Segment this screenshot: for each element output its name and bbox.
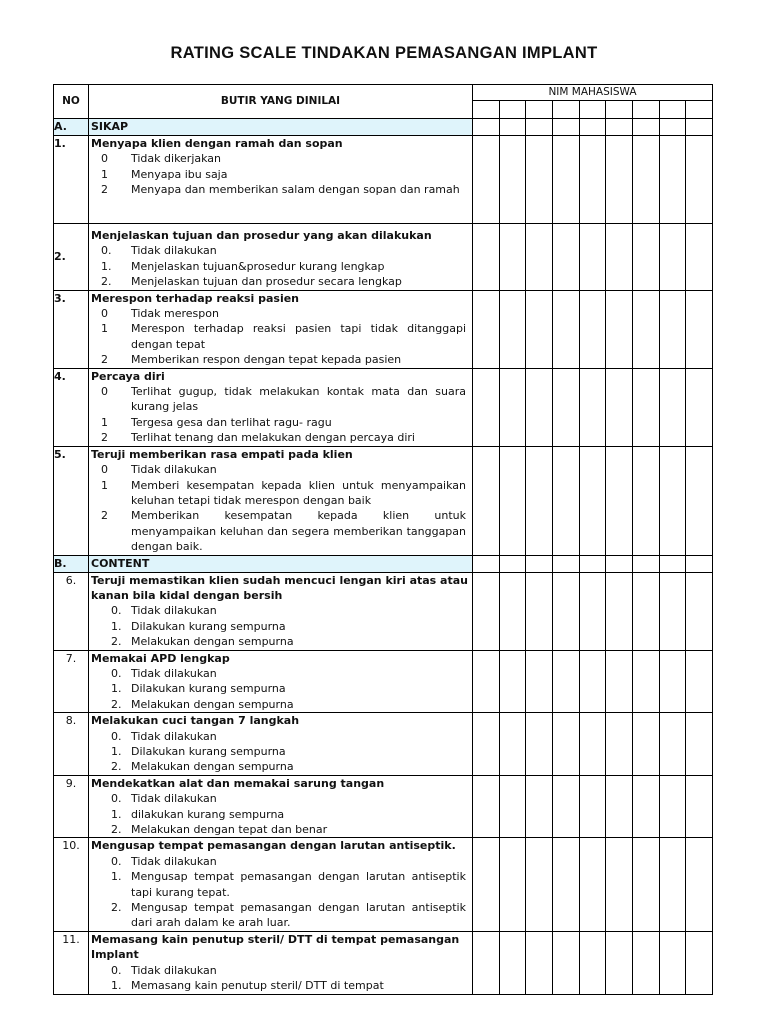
score-cell[interactable] [632,368,659,446]
score-cell[interactable] [579,775,606,838]
item-number: 6. [54,572,89,650]
item-question: Memasang kain penutup steril/ DTT di tempat pemasangan Implant [91,932,460,962]
score-cell[interactable] [606,119,633,136]
option-line [89,462,466,477]
page-title: RATING SCALE TINDAKAN PEMASANGAN IMPLANT [170,44,598,62]
option-score: 1. [111,870,122,884]
score-cell[interactable] [632,555,659,572]
option-text: Tidak dilakukan [131,854,217,868]
score-cell[interactable] [526,775,553,838]
option-text: Menjelaskan tujuan dan prosedur secara lengkap [131,275,402,289]
score-cell[interactable] [606,713,633,776]
option-score: 0 [101,463,108,477]
option-line [89,151,466,166]
option-text: Terlihat gugup, tidak melakukan kontak mata dan suara kurang jelas [131,385,466,414]
item-number: 8. [54,713,89,776]
option-text: Melakukan dengan sempurna [131,635,294,649]
score-cell[interactable] [686,224,713,291]
option-line [89,259,466,274]
score-cell[interactable] [526,446,553,555]
option-score: 1 [101,415,108,429]
score-cell[interactable] [499,775,526,838]
score-cell[interactable] [686,555,713,572]
item-description [89,713,473,776]
option-text: Tidak dilakukan [131,244,217,258]
option-text: Dilakukan kurang sempurna [131,682,286,696]
item-number: 3. [54,290,89,368]
score-cell[interactable] [579,119,606,136]
item-row [54,290,713,368]
option-score: 1 [101,322,108,336]
item-question: Teruji memberikan rasa empati pada klien [91,447,353,461]
item-question: Percaya diri [91,369,165,383]
option-score: 0 [101,385,108,399]
score-cell[interactable] [659,290,686,368]
score-cell[interactable] [632,572,659,650]
score-cell[interactable] [686,368,713,446]
score-cell[interactable] [526,290,553,368]
option-text: Tidak dilakukan [131,963,217,977]
option-line [89,744,466,759]
score-cell[interactable] [632,931,659,994]
score-cell[interactable] [499,838,526,931]
option-line [89,666,466,681]
option-score: 0. [101,244,112,258]
score-cell[interactable] [659,713,686,776]
option-score: 0. [111,792,122,806]
option-text: Dilakukan kurang sempurna [131,619,286,633]
item-row [54,572,713,650]
score-cell[interactable] [473,136,500,224]
item-description [89,136,473,224]
score-cell[interactable] [499,368,526,446]
score-cell[interactable] [606,572,633,650]
score-cell[interactable] [526,119,553,136]
option-score: 0. [111,854,122,868]
score-cell[interactable] [579,136,606,224]
option-line [89,978,466,993]
score-cell[interactable] [526,838,553,931]
option-text: Merespon terhadap reaksi pasien tapi tidak ditanggapi dengan tepat [131,322,466,351]
item-number: 7. [54,650,89,713]
item-row [54,650,713,713]
option-score: 2. [111,697,122,711]
item-number: 1. [54,136,89,224]
item-options [89,854,472,931]
item-options [89,963,472,994]
score-cell[interactable] [659,572,686,650]
item-question: Merespon terhadap reaksi pasien [91,291,300,305]
item-number: 9. [54,775,89,838]
item-row [54,838,713,931]
item-description [89,931,473,994]
score-cell[interactable] [686,136,713,224]
item-description [89,838,473,931]
option-score: 2 [101,431,108,445]
item-description [89,572,473,650]
section-row-b [54,555,713,572]
option-line [89,167,466,182]
option-line [89,963,466,978]
option-text: Tidak dilakukan [131,463,217,477]
option-score: 0 [101,152,108,166]
option-score: 1. [111,807,122,821]
item-question: Menyapa klien dengan ramah dan sopan [91,137,343,150]
header-butir: BUTIR YANG DINILAI [89,85,473,119]
item-row [54,931,713,994]
score-cell[interactable] [659,119,686,136]
score-cell[interactable] [499,650,526,713]
option-score: 1. [111,745,122,758]
item-options [89,729,472,775]
option-text: Tidak dilakukan [131,792,217,806]
option-line [89,430,466,445]
option-score: 2 [101,353,108,367]
option-line [89,634,466,649]
item-row [54,368,713,446]
option-text: Dilakukan kurang sempurna [131,745,286,758]
option-score: 2. [111,635,122,649]
item-row [54,775,713,838]
score-cell[interactable] [499,290,526,368]
option-line [89,306,466,321]
option-score: 2. [111,901,122,915]
option-score: 2. [101,275,112,289]
option-line [89,182,466,197]
item-question: Mendekatkan alat dan memakai sarung tangan [91,776,385,790]
score-cell[interactable] [579,572,606,650]
score-cell[interactable] [632,838,659,931]
option-line [89,384,466,415]
score-cell[interactable] [473,446,500,555]
item-options [89,151,472,197]
score-cell[interactable] [552,555,579,572]
score-cell[interactable] [552,368,579,446]
score-cell[interactable] [606,650,633,713]
item-number: 2. [54,224,89,291]
option-line [89,807,466,822]
option-score: 0 [101,307,108,321]
score-cell[interactable] [473,224,500,291]
rating-table [53,84,713,995]
option-line [89,854,466,869]
score-cell[interactable] [579,713,606,776]
option-line [89,478,466,509]
score-cell[interactable] [606,775,633,838]
score-cell[interactable] [552,775,579,838]
item-row [54,713,713,776]
score-cell[interactable] [606,838,633,931]
score-cell[interactable] [552,119,579,136]
score-cell[interactable] [659,838,686,931]
item-number: 4. [54,368,89,446]
score-cell[interactable] [659,555,686,572]
score-cell[interactable] [473,931,500,994]
option-score: 1. [111,682,122,696]
score-cell[interactable] [686,775,713,838]
option-line [89,508,466,554]
score-cell[interactable] [579,931,606,994]
score-cell[interactable] [606,446,633,555]
item-question: Teruji memastikan klien sudah mencuci lengan kiri atas atau kanan bila kidal dengan bersih [91,573,468,602]
option-score: 2 [101,509,108,523]
option-line [89,603,466,618]
item-description [89,775,473,838]
score-cell[interactable] [659,446,686,555]
section-no: B. [54,555,89,572]
score-cell[interactable] [686,713,713,776]
option-text: Tidak dilakukan [131,666,217,680]
score-cell[interactable] [659,368,686,446]
header-nim-label: NIM MAHASISWA [473,85,712,101]
section-label: CONTENT [89,555,473,572]
item-number: 10. [54,838,89,931]
option-text: Mengusap tempat pemasangan dengan larutan antiseptik dari arah dalam ke arah luar. [131,901,466,930]
score-cell[interactable] [659,136,686,224]
option-text: Menyapa ibu saja [131,167,228,181]
score-cell[interactable] [499,713,526,776]
item-number: 5. [54,446,89,555]
score-cell[interactable] [526,136,553,224]
score-cell[interactable] [579,446,606,555]
score-cell[interactable] [579,224,606,291]
score-cell[interactable] [552,572,579,650]
option-line [89,681,466,696]
score-cell[interactable] [526,713,553,776]
item-options [89,791,472,837]
score-cell[interactable] [499,931,526,994]
score-cell[interactable] [632,775,659,838]
header-nim [473,85,713,119]
option-text: Melakukan dengan sempurna [131,697,294,711]
item-description [89,290,473,368]
score-cell[interactable] [552,290,579,368]
score-cell[interactable] [473,368,500,446]
score-cell[interactable] [499,119,526,136]
score-cell[interactable] [473,290,500,368]
score-cell[interactable] [579,838,606,931]
option-score: 1 [101,478,108,492]
score-cell[interactable] [632,119,659,136]
option-text: Menyapa dan memberikan salam dengan sopan dan ramah [131,183,460,197]
score-cell[interactable] [606,224,633,291]
score-cell[interactable] [632,136,659,224]
option-text: Mengusap tempat pemasangan dengan larutan antiseptik tapi kurang tepat. [131,870,466,899]
item-description [89,446,473,555]
score-cell[interactable] [526,224,553,291]
item-options [89,243,472,289]
option-text: Tidak merespon [131,307,219,321]
score-cell[interactable] [632,446,659,555]
option-score: 1. [101,259,112,273]
score-cell[interactable] [473,838,500,931]
score-cell[interactable] [552,838,579,931]
score-cell[interactable] [686,650,713,713]
score-cell[interactable] [579,368,606,446]
item-question: Memakai APD lengkap [91,651,230,665]
item-description [89,650,473,713]
item-options [89,666,472,712]
score-cell[interactable] [579,555,606,572]
nim-subcolumns [473,101,712,118]
item-description [89,368,473,446]
option-text: Terlihat tenang dan melakukan dengan percaya diri [131,431,415,445]
option-text: Melakukan dengan tepat dan benar [131,823,328,837]
item-number: 11. [54,931,89,994]
score-cell[interactable] [686,446,713,555]
score-cell[interactable] [632,290,659,368]
option-text: Tidak dilakukan [131,604,217,618]
item-row [54,446,713,555]
score-cell[interactable] [579,290,606,368]
score-cell[interactable] [526,368,553,446]
score-cell[interactable] [632,650,659,713]
score-cell[interactable] [606,368,633,446]
score-cell[interactable] [473,572,500,650]
option-line [89,619,466,634]
option-score: 0. [111,963,122,977]
item-question: Melakukan cuci tangan 7 langkah [91,714,300,728]
option-line [89,352,466,367]
item-question: Menjelaskan tujuan dan prosedur yang akan dilakukan [91,229,432,242]
score-cell[interactable] [499,572,526,650]
section-row-a [54,119,713,136]
score-cell[interactable] [632,224,659,291]
option-line [89,822,466,837]
option-line [89,415,466,430]
score-cell[interactable] [659,650,686,713]
score-cell[interactable] [473,775,500,838]
score-cell[interactable] [552,931,579,994]
score-cell[interactable] [552,713,579,776]
score-cell[interactable] [473,555,500,572]
item-options [89,462,472,554]
item-options [89,603,472,649]
option-score: 0. [111,666,122,680]
score-cell[interactable] [686,119,713,136]
item-options [89,384,472,446]
option-text: Memasang kain penutup steril/ DTT di tempat [131,979,384,993]
score-cell[interactable] [606,931,633,994]
score-cell[interactable] [526,650,553,713]
item-row [54,224,713,291]
score-cell[interactable] [526,572,553,650]
score-cell[interactable] [686,838,713,931]
option-line [89,321,466,352]
option-text: dilakukan kurang sempurna [131,807,285,821]
option-line [89,729,466,744]
option-score: 2. [111,760,122,774]
score-cell[interactable] [686,572,713,650]
option-line [89,274,466,289]
option-line [89,869,466,900]
section-no: A. [54,119,89,136]
option-text: Tergesa gesa dan terlihat ragu- ragu [131,415,332,429]
header-no: NO [54,85,89,119]
score-cell[interactable] [659,224,686,291]
score-cell[interactable] [552,224,579,291]
score-cell[interactable] [526,555,553,572]
option-line [89,759,466,774]
option-line [89,900,466,931]
option-text: Melakukan dengan sempurna [131,760,294,774]
option-text: Memberi kesempatan kepada klien untuk menyampaikan keluhan tetapi tidak merespon dengan baik [131,478,466,507]
option-text: Tidak dilakukan [131,729,217,743]
option-score: 1. [111,979,122,993]
score-cell[interactable] [552,650,579,713]
score-cell[interactable] [473,119,500,136]
item-description [89,224,473,291]
score-cell[interactable] [552,446,579,555]
option-score: 0. [111,729,122,743]
option-score: 2 [101,183,108,197]
option-line [89,697,466,712]
item-row [54,136,713,224]
option-text: Tidak dikerjakan [131,152,222,166]
score-cell[interactable] [473,650,500,713]
score-cell[interactable] [579,650,606,713]
score-cell[interactable] [686,290,713,368]
score-cell[interactable] [686,931,713,994]
option-score: 2. [111,823,122,837]
score-cell[interactable] [659,775,686,838]
option-line [89,791,466,806]
score-cell[interactable] [659,931,686,994]
score-cell[interactable] [499,446,526,555]
score-cell[interactable] [606,136,633,224]
option-score: 0. [111,604,122,618]
score-cell[interactable] [632,713,659,776]
score-cell[interactable] [606,555,633,572]
option-text: Memberikan respon dengan tepat kepada pasien [131,353,402,367]
score-cell[interactable] [499,136,526,224]
score-cell[interactable] [526,931,553,994]
score-cell[interactable] [606,290,633,368]
score-cell[interactable] [473,713,500,776]
item-question: Mengusap tempat pemasangan dengan larutan antiseptik. [91,839,456,853]
option-score: 1. [111,619,122,633]
score-cell[interactable] [499,555,526,572]
item-options [89,306,472,368]
option-line [89,243,466,258]
option-score: 1 [101,167,108,181]
score-cell[interactable] [499,224,526,291]
section-label: SIKAP [89,119,473,136]
score-cell[interactable] [552,136,579,224]
option-text: Menjelaskan tujuan&prosedur kurang lengkap [131,259,385,273]
option-text: Memberikan kesempatan kepada klien untuk menyampaikan keluhan dan segera memberikan tanggapan dengan baik. [131,509,466,554]
